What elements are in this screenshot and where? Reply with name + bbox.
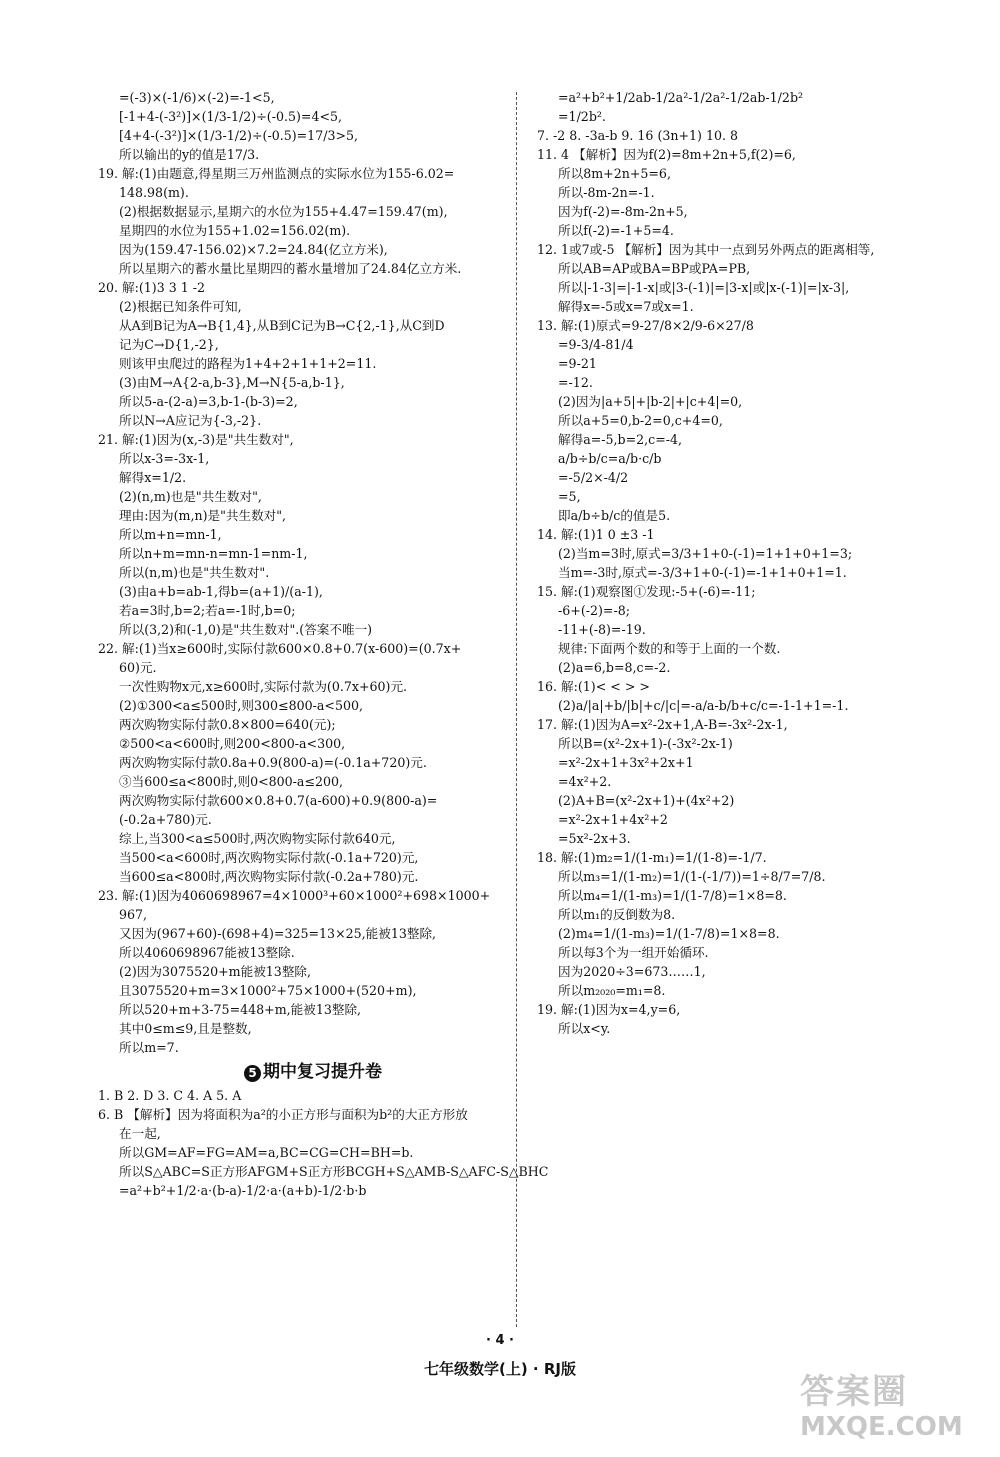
answer-line: 所以m₁的反倒数为8. <box>558 907 676 922</box>
left-section-answers <box>98 1086 549 1200</box>
answer-line: =9-21 <box>558 356 597 371</box>
page-number: · 4 · <box>486 1333 514 1348</box>
answer-line: 记为C→D{1,-2}, <box>119 337 219 352</box>
answer-line: 17. 解:(1)因为A=x²-2x+1,A-B=-3x²-2x-1, <box>537 717 788 732</box>
answer-line: 其中0≤m≤9,且是整数, <box>119 1021 252 1036</box>
answer-line: 所以x<y. <box>558 1021 611 1036</box>
answer-line: 一次性购物x元,x≥600时,实际付款为(0.7x+60)元. <box>119 679 408 694</box>
answer-line: 12. 1或7或-5 【解析】因为其中一点到另外两点的距离相等, <box>537 242 875 257</box>
answer-line: 23. 解:(1)因为4060698967=4×1000³+60×1000²+698×1000+ <box>98 888 491 903</box>
answer-line: 所以GM=AF=FG=AM=a,BC=CG=CH=BH=b. <box>119 1145 414 1160</box>
answer-line: 当m=-3时,原式=-3/3+1+0-(-1)=-1+1+0+1=1. <box>558 565 847 580</box>
answer-line: 所以m₄=1/(1-m₃)=1/(1-7/8)=1×8=8. <box>558 888 787 903</box>
book-title: 七年级数学(上) · RJ版 <box>424 1360 576 1378</box>
answer-line: 所以5-a-(2-a)=3,b-1-(b-3)=2, <box>119 394 298 409</box>
answer-line: 15. 解:(1)观察图①发现:-5+(-6)=-11; <box>537 584 756 599</box>
answer-line: (3)由a+b=ab-1,得b=(a+1)/(a-1), <box>119 584 323 599</box>
watermark-bottom-text: MXQE.COM <box>800 1412 963 1442</box>
answer-line: =5, <box>558 489 581 504</box>
right-answer-lines <box>537 88 967 1038</box>
answer-line: 解得x=-5或x=7或x=1. <box>558 299 694 314</box>
answer-line: 在一起, <box>119 1126 161 1141</box>
answer-line: =x²-2x+1+3x²+2x+1 <box>558 755 694 770</box>
section-heading <box>98 1063 528 1082</box>
watermark-top-text: 答案圈 <box>800 1372 908 1412</box>
answer-line: 所以B=(x²-2x+1)-(-3x²-2x-1) <box>558 736 733 751</box>
answer-line: 所以AB=AP或BA=BP或PA=PB, <box>558 261 751 276</box>
answer-line: a/b÷b/c=a/b·c/b <box>558 451 662 466</box>
answer-line: 所以8m+2n+5=6, <box>558 166 671 181</box>
answer-line: 22. 解:(1)当x≥600时,实际付款600×0.8+0.7(x-600)=(0.7x+ <box>98 641 462 656</box>
answer-line: 两次购物实际付款600×0.8+0.7(a-600)+0.9(800-a)= <box>119 793 438 808</box>
answer-line: 所以m=7. <box>119 1040 179 1055</box>
answer-line: 148.98(m). <box>119 185 189 200</box>
answer-line: 所以m+n=mn-1, <box>119 527 222 542</box>
answer-line: 7. -2 8. -3a-b 9. 16 (3n+1) 10. 8 <box>537 128 739 143</box>
answer-line: -11+(-8)=-19. <box>558 622 646 637</box>
answer-line: 综上,当300<a≤500时,两次购物实际付款640元, <box>119 831 396 846</box>
answer-line: 所以星期六的蓄水量比星期四的蓄水量增加了24.84亿立方米. <box>119 261 462 276</box>
answer-line: (2)根据数据显示,星期六的水位为155+4.47=159.47(m), <box>119 204 448 219</box>
answer-line: (2)a=6,b=8,c=-2. <box>558 660 671 675</box>
left-answer-lines <box>98 88 528 1057</box>
right-answer-column <box>537 88 967 1038</box>
answer-line: ②500<a<600时,则200<800-a<300, <box>119 736 346 751</box>
answer-line: 1. B 2. D 3. C 4. A 5. A <box>98 1088 242 1103</box>
answer-line: =a²+b²+1/2ab-1/2a²-1/2a²-1/2ab-1/2b² <box>558 90 804 105</box>
answer-line: =1/2b². <box>558 109 606 124</box>
answer-line: 14. 解:(1)1 0 ±3 -1 <box>537 527 655 542</box>
answer-line: =-5/2×-4/2 <box>558 470 629 485</box>
answer-line: =4x²+2. <box>558 774 612 789</box>
answer-line: 19. 解:(1)因为x=4,y=6, <box>537 1002 681 1017</box>
section-number-badge: 5 <box>244 1065 261 1082</box>
watermark-logo <box>800 1372 985 1450</box>
answer-line: (2)因为|a+5|+|b-2|+|c+4|=0, <box>558 394 743 409</box>
answer-line: (2)(n,m)也是"共生数对", <box>119 489 262 504</box>
answer-line: 两次购物实际付款0.8×800=640(元); <box>119 717 336 732</box>
answer-line: 因为f(-2)=-8m-2n+5, <box>558 204 688 219</box>
answer-line: 19. 解:(1)由题意,得星期三万州监测点的实际水位为155-6.02= <box>98 166 455 181</box>
answer-line: =(-3)×(-1/6)×(-2)=-1<5, <box>119 90 275 105</box>
answer-line: 11. 4 【解析】因为f(2)=8m+2n+5,f(2)=6, <box>537 147 796 162</box>
answer-line: 所以(3,2)和(-1,0)是"共生数对".(答案不唯一) <box>119 622 373 637</box>
answer-line: 又因为(967+60)-(698+4)=325=13×25,能被13整除, <box>119 926 437 941</box>
answer-line: 当500<a<600时,两次购物实际付款(-0.1a+720)元, <box>119 850 419 865</box>
answer-line: 所以m₂₀₂₀=m₁=8. <box>558 983 666 998</box>
answer-line: =x²-2x+1+4x²+2 <box>558 812 668 827</box>
answer-line: 所以f(-2)=-1+5=4. <box>558 223 674 238</box>
answer-line: -6+(-2)=-8; <box>558 603 630 618</box>
answer-line: (-0.2a+780)元. <box>119 812 212 827</box>
answer-line: 所以|-1-3|=|-1-x|或|3-(-1)|=|3-x|或|x-(-1)|=|x-3|, <box>558 280 850 295</box>
answer-line: 因为(159.47-156.02)×7.2=24.84(亿立方米), <box>119 242 388 257</box>
answer-line: 所以-8m-2n=-1. <box>558 185 655 200</box>
answer-line: 所以(n,m)也是"共生数对". <box>119 565 270 580</box>
answer-line: 当600≤a<800时,两次购物实际付款(-0.2a+780)元. <box>119 869 419 884</box>
answer-line: 所以4060698967能被13整除. <box>119 945 295 960</box>
answer-line: 所以x-3=-3x-1, <box>119 451 210 466</box>
left-answer-column <box>98 88 549 1200</box>
answer-line: 6. B 【解析】因为将面积为a²的小正方形与面积为b²的大正方形放 <box>98 1107 468 1122</box>
answer-line: (2)m₄=1/(1-m₃)=1/(1-7/8)=1×8=8. <box>558 926 780 941</box>
answer-line: ③当600≤a<800时,则0<800-a≤200, <box>119 774 344 789</box>
answer-line: 所以n+m=mn-n=mn-1=nm-1, <box>119 546 308 561</box>
answer-line: 20. 解:(1)3 3 1 -2 <box>98 280 206 295</box>
answer-line: (2)因为3075520+m能被13整除, <box>119 964 312 979</box>
answer-line: 所以输出的y的值是17/3. <box>119 147 260 162</box>
answer-line: 规律:下面两个数的和等于上面的一个数. <box>558 641 781 656</box>
answer-line: 13. 解:(1)原式=9-27/8×2/9-6×27/8 <box>537 318 754 333</box>
answer-line: 且3075520+m=3×1000²+75×1000+(520+m), <box>119 983 417 998</box>
answer-line: 所以520+m+3-75=448+m,能被13整除, <box>119 1002 362 1017</box>
answer-line: 967, <box>119 907 148 922</box>
answer-line: 21. 解:(1)因为(x,-3)是"共生数对", <box>98 432 294 447</box>
answer-line: 所以N→A应记为{-3,-2}. <box>119 413 262 428</box>
answer-line: 因为2020÷3=673……1, <box>558 964 706 979</box>
answer-line: 若a=3时,b=2;若a=-1时,b=0; <box>119 603 296 618</box>
answer-line: 则该甲虫爬过的路程为1+4+2+1+1+2=11. <box>119 356 377 371</box>
answer-line: =a²+b²+1/2·a·(b-a)-1/2·a·(a+b)-1/2·b·b <box>119 1183 367 1198</box>
answer-line: 18. 解:(1)m₂=1/(1-m₁)=1/(1-8)=-1/7. <box>537 850 767 865</box>
answer-line: 理由:因为(m,n)是"共生数对", <box>119 508 287 523</box>
answer-line: (3)由M→A{2-a,b-3},M→N{5-a,b-1}, <box>119 375 345 390</box>
answer-line: =-12. <box>558 375 593 390</box>
answer-line: 16. 解:(1)< < > > <box>537 679 650 694</box>
answer-line: 所以m₃=1/(1-m₂)=1/(1-(-1/7))=1÷8/7=7/8. <box>558 869 826 884</box>
answer-line: 所以a+5=0,b-2=0,c+4=0, <box>558 413 723 428</box>
answer-line: [4+4-(-3²)]×(1/3-1/2)÷(-0.5)=17/3>5, <box>119 128 359 143</box>
answer-line: 解得x=1/2. <box>119 470 187 485</box>
answer-line: (2)根据已知条件可知, <box>119 299 242 314</box>
answer-line: [-1+4-(-3²)]×(1/3-1/2)÷(-0.5)=4<5, <box>119 109 343 124</box>
answer-line: 所以每3个为一组开始循环. <box>558 945 709 960</box>
answer-line: 60)元. <box>119 660 157 675</box>
answer-line: 即a/b÷b/c的值是5. <box>558 508 671 523</box>
answer-line: 解得a=-5,b=2,c=-4, <box>558 432 683 447</box>
answer-line: 所以S△ABC=S正方形AFGM+S正方形BCGH+S△AMB-S△AFC-S△BHC <box>119 1164 549 1179</box>
answer-line: (2)①300<a≤500时,则300≤800-a<500, <box>119 698 363 713</box>
section-title: 期中复习提升卷 <box>263 1062 382 1082</box>
answer-line: 两次购物实际付款0.8a+0.9(800-a)=(-0.1a+720)元. <box>119 755 427 770</box>
answer-line: 星期四的水位为155+1.02=156.02(m). <box>119 223 351 238</box>
answer-line: (2)当m=3时,原式=3/3+1+0-(-1)=1+1+0+1=3; <box>558 546 853 561</box>
answer-line: (2)A+B=(x²-2x+1)+(4x²+2) <box>558 793 735 808</box>
answer-line: =9-3/4-81/4 <box>558 337 634 352</box>
answer-line: =5x²-2x+3. <box>558 831 631 846</box>
answer-line: 从A到B记为A→B{1,4},从B到C记为B→C{2,-1},从C到D <box>119 318 445 333</box>
answer-line: (2)a/|a|+b/|b|+c/|c|=-a/a-b/b+c/c=-1-1+1=-1. <box>558 698 849 713</box>
